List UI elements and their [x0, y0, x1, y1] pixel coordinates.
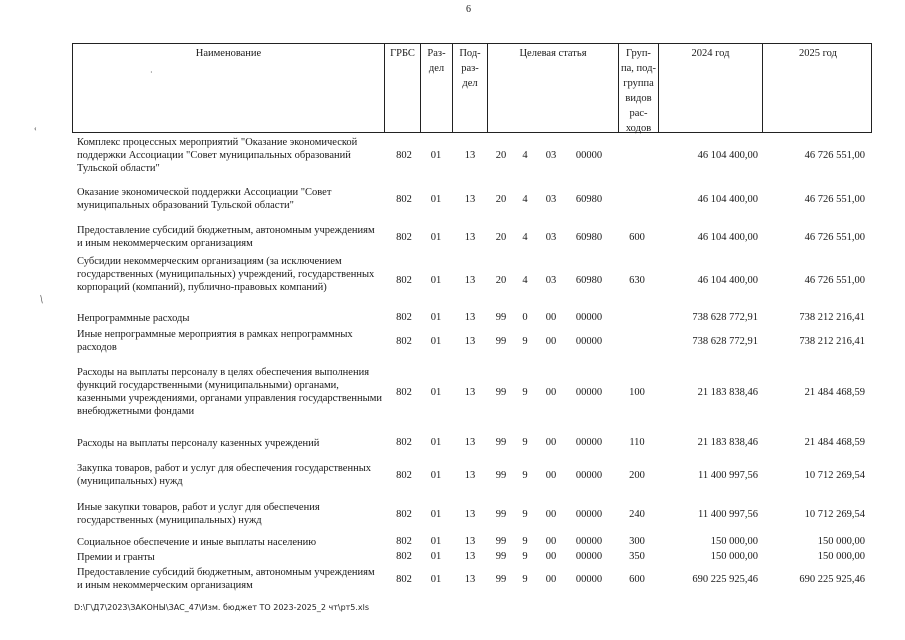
cell-expense-group: 200 — [629, 470, 645, 481]
cell-podrazdel: 13 — [464, 275, 476, 286]
cell-podrazdel: 13 — [464, 387, 476, 398]
cell-expense-group: 240 — [629, 509, 645, 520]
header-grbs: ГРБС — [384, 44, 420, 132]
row-name: Предоставление субсидий бюджетным, автономным учреждениям и иным некоммерческим организациям — [77, 567, 375, 591]
cell-target-type: 4 — [522, 194, 528, 205]
row-name: Расходы на выплаты персоналу казенных учреждений — [77, 438, 320, 449]
cell-podrazdel: 13 — [464, 551, 476, 562]
cell-podrazdel: 13 — [464, 150, 476, 161]
cell-razdel: 01 — [430, 574, 442, 585]
cell-target-direction: 00000 — [575, 551, 603, 562]
header-podrazdel: Под- раз- дел — [452, 44, 487, 132]
cell-target-direction: 00000 — [575, 312, 603, 323]
cell-razdel: 01 — [430, 387, 442, 398]
cell-grbs: 802 — [396, 275, 412, 286]
cell-target-program: 99 — [495, 551, 507, 562]
cell-target-program: 99 — [495, 536, 507, 547]
cell-target-direction: 00000 — [575, 437, 603, 448]
cell-razdel: 01 — [430, 194, 442, 205]
row-name: Предоставление субсидий бюджетным, автономным учреждениям и иным некоммерческим организациям — [77, 225, 375, 249]
cell-target-subprogram: 03 — [545, 232, 557, 243]
cell-target-direction: 00000 — [575, 574, 603, 585]
header-2024: 2024 год — [658, 44, 762, 132]
cell-amount-2024: 738 628 772,91 — [692, 336, 758, 347]
cell-target-subprogram: 00 — [545, 574, 557, 585]
cell-grbs: 802 — [396, 336, 412, 347]
cell-grbs: 802 — [396, 551, 412, 562]
cell-amount-2024: 46 104 400,00 — [697, 150, 758, 161]
cell-grbs: 802 — [396, 574, 412, 585]
cell-amount-2024: 690 225 925,46 — [692, 574, 758, 585]
cell-podrazdel: 13 — [464, 336, 476, 347]
cell-target-direction: 60980 — [575, 232, 603, 243]
row-name: Закупка товаров, работ и услуг для обеспечения государственных (муниципальных) нужд — [77, 463, 372, 487]
row-name: Иные непрограммные мероприятия в рамках непрограммных расходов — [77, 329, 353, 353]
cell-podrazdel: 13 — [464, 232, 476, 243]
table-header — [72, 43, 872, 133]
file-path-footer: D:\Г\Д7\2023\ЗАКОНЫ\ЗАС_47\Изм. бюджет ТО 2023-2025_2 чт\рт5.xls — [74, 603, 370, 612]
cell-target-direction: 00000 — [575, 536, 603, 547]
cell-target-type: 9 — [522, 336, 528, 347]
cell-amount-2025: 10 712 269,54 — [804, 470, 865, 481]
cell-grbs: 802 — [396, 312, 412, 323]
cell-target-direction: 00000 — [575, 336, 603, 347]
cell-podrazdel: 13 — [464, 574, 476, 585]
cell-amount-2025: 690 225 925,46 — [799, 574, 865, 585]
header-target: Целевая статья — [487, 44, 618, 132]
cell-target-subprogram: 03 — [545, 194, 557, 205]
cell-razdel: 01 — [430, 312, 442, 323]
cell-target-type: 9 — [522, 470, 528, 481]
cell-target-direction: 00000 — [575, 150, 603, 161]
row-name: Субсидии некоммерческим организациям (за исключением государственных (муниципальных) учреждений, государственных корпораций (компаний), публично-правовых компаний) — [77, 256, 375, 293]
cell-target-subprogram: 03 — [545, 150, 557, 161]
cell-target-subprogram: 03 — [545, 275, 557, 286]
cell-amount-2025: 10 712 269,54 — [804, 509, 865, 520]
cell-target-subprogram: 00 — [545, 551, 557, 562]
cell-expense-group: 110 — [629, 437, 645, 448]
cell-amount-2025: 738 212 216,41 — [799, 336, 865, 347]
cell-grbs: 802 — [396, 536, 412, 547]
cell-grbs: 802 — [396, 232, 412, 243]
cell-grbs: 802 — [396, 150, 412, 161]
cell-target-subprogram: 00 — [545, 509, 557, 520]
cell-razdel: 01 — [430, 275, 442, 286]
header-2025: 2025 год — [762, 44, 873, 132]
cell-razdel: 01 — [430, 536, 442, 547]
cell-target-direction: 60980 — [575, 275, 603, 286]
cell-podrazdel: 13 — [464, 536, 476, 547]
cell-amount-2025: 46 726 551,00 — [804, 194, 865, 205]
header-razdel: Раз- дел — [420, 44, 452, 132]
cell-expense-group: 600 — [629, 232, 645, 243]
cell-grbs: 802 — [396, 387, 412, 398]
cell-podrazdel: 13 — [464, 437, 476, 448]
cell-expense-group: 300 — [629, 536, 645, 547]
cell-target-type: 4 — [522, 232, 528, 243]
cell-target-program: 99 — [495, 387, 507, 398]
scan-speck: ‹ — [34, 124, 37, 133]
cell-target-program: 20 — [495, 194, 507, 205]
cell-amount-2024: 21 183 838,46 — [697, 437, 758, 448]
cell-target-program: 20 — [495, 150, 507, 161]
cell-target-type: 9 — [522, 437, 528, 448]
cell-target-direction: 00000 — [575, 387, 603, 398]
header-group: Груп- па, под- группа видов рас- ходов — [618, 44, 658, 132]
cell-grbs: 802 — [396, 509, 412, 520]
row-name: Оказание экономической поддержки Ассоциации "Совет муниципальных образований Тульской области" — [77, 187, 332, 211]
cell-amount-2024: 11 400 997,56 — [698, 470, 758, 481]
page-number: 6 — [466, 4, 471, 15]
cell-amount-2025: 150 000,00 — [817, 536, 865, 547]
cell-amount-2025: 46 726 551,00 — [804, 275, 865, 286]
cell-amount-2024: 150 000,00 — [710, 536, 758, 547]
cell-target-type: 4 — [522, 275, 528, 286]
cell-expense-group: 350 — [629, 551, 645, 562]
cell-amount-2024: 738 628 772,91 — [692, 312, 758, 323]
cell-expense-group: 600 — [629, 574, 645, 585]
cell-amount-2024: 11 400 997,56 — [698, 509, 758, 520]
cell-target-program: 99 — [495, 470, 507, 481]
cell-grbs: 802 — [396, 437, 412, 448]
cell-target-direction: 60980 — [575, 194, 603, 205]
cell-razdel: 01 — [430, 551, 442, 562]
cell-podrazdel: 13 — [464, 470, 476, 481]
scan-pen-mark: / — [36, 292, 47, 306]
scan-speck: · — [150, 68, 153, 77]
cell-grbs: 802 — [396, 194, 412, 205]
cell-target-subprogram: 00 — [545, 470, 557, 481]
cell-amount-2025: 21 484 468,59 — [804, 387, 865, 398]
cell-expense-group: 630 — [629, 275, 645, 286]
cell-amount-2025: 46 726 551,00 — [804, 232, 865, 243]
cell-expense-group: 100 — [629, 387, 645, 398]
cell-target-program: 20 — [495, 232, 507, 243]
cell-target-type: 9 — [522, 574, 528, 585]
cell-target-type: 9 — [522, 509, 528, 520]
cell-razdel: 01 — [430, 150, 442, 161]
cell-target-direction: 00000 — [575, 509, 603, 520]
cell-target-program: 99 — [495, 336, 507, 347]
cell-target-direction: 00000 — [575, 470, 603, 481]
row-name: Премии и гранты — [77, 552, 155, 563]
cell-amount-2025: 738 212 216,41 — [799, 312, 865, 323]
cell-amount-2024: 46 104 400,00 — [697, 194, 758, 205]
cell-target-subprogram: 00 — [545, 387, 557, 398]
row-name: Иные закупки товаров, работ и услуг для обеспечения государственных (муниципальных) нужд — [77, 502, 320, 526]
cell-target-type: 9 — [522, 387, 528, 398]
cell-podrazdel: 13 — [464, 194, 476, 205]
cell-razdel: 01 — [430, 437, 442, 448]
cell-target-subprogram: 00 — [545, 437, 557, 448]
cell-amount-2025: 46 726 551,00 — [804, 150, 865, 161]
row-name: Непрограммные расходы — [77, 313, 190, 324]
cell-razdel: 01 — [430, 509, 442, 520]
cell-target-program: 99 — [495, 574, 507, 585]
cell-amount-2025: 21 484 468,59 — [804, 437, 865, 448]
cell-target-subprogram: 00 — [545, 536, 557, 547]
cell-target-subprogram: 00 — [545, 336, 557, 347]
cell-amount-2024: 46 104 400,00 — [697, 232, 758, 243]
cell-amount-2024: 150 000,00 — [710, 551, 758, 562]
cell-target-program: 99 — [495, 437, 507, 448]
cell-amount-2024: 46 104 400,00 — [697, 275, 758, 286]
cell-amount-2025: 150 000,00 — [817, 551, 865, 562]
cell-target-type: 9 — [522, 536, 528, 547]
cell-target-type: 4 — [522, 150, 528, 161]
cell-target-program: 99 — [495, 509, 507, 520]
cell-podrazdel: 13 — [464, 509, 476, 520]
header-name: Наименование — [195, 48, 262, 59]
cell-razdel: 01 — [430, 336, 442, 347]
row-name: Социальное обеспечение и иные выплаты населению — [77, 537, 317, 548]
row-name: Комплекс процессных мероприятий "Оказание экономической поддержки Ассоциации "Совет муниципальных образований Тульской области" — [77, 137, 358, 174]
cell-razdel: 01 — [430, 232, 442, 243]
cell-target-type: 0 — [522, 312, 528, 323]
cell-amount-2024: 21 183 838,46 — [697, 387, 758, 398]
row-name: Расходы на выплаты персоналу в целях обеспечения выполнения функций государственными (муниципальными) органами, казенными учреждениями, органами управления государственными внебюджетными фондами — [77, 367, 382, 417]
cell-podrazdel: 13 — [464, 312, 476, 323]
cell-target-type: 9 — [522, 551, 528, 562]
cell-grbs: 802 — [396, 470, 412, 481]
cell-razdel: 01 — [430, 470, 442, 481]
cell-target-subprogram: 00 — [545, 312, 557, 323]
cell-target-program: 99 — [495, 312, 507, 323]
cell-target-program: 20 — [495, 275, 507, 286]
